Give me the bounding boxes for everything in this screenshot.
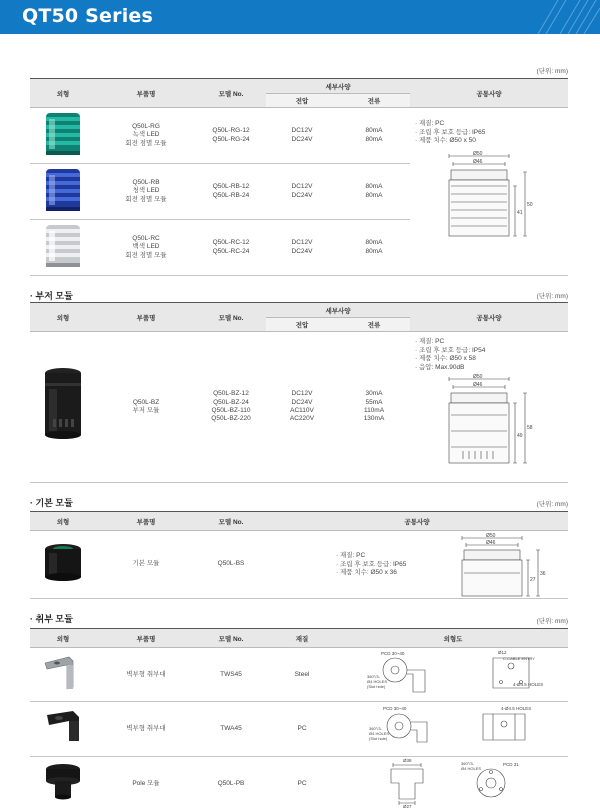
drawing-label: 4-Ø4.5 HOLES [501, 706, 532, 712]
part-desc: 벽부형 취부대 [96, 702, 196, 756]
dim-label: 58 [527, 425, 533, 432]
spec-line: · 재질: PC [415, 120, 445, 127]
part-desc: 회전 점멸 모듈 [125, 251, 167, 259]
spec-line: · 조립 후 보호 등급: IP65 [415, 128, 486, 136]
model-no: Q50L-RB-24 [212, 191, 250, 199]
material: PC [266, 756, 338, 810]
col-appearance: 외형 [30, 303, 96, 332]
drawing-label: 360°/3- [461, 760, 474, 766]
model-no: Q50L-RG-12 [212, 127, 250, 135]
common-spec [410, 332, 568, 483]
section-title: · 부저 모듈 [30, 291, 73, 301]
voltage: DC24V [291, 191, 313, 199]
model-no: Q50L-BS [196, 531, 266, 599]
part-code: Q50L-BZ [132, 398, 160, 406]
part-desc: 회전 점멸 모듈 [125, 195, 167, 203]
drawing-label: Ø38 [403, 757, 412, 763]
unit-label: (단위: mm) [536, 618, 568, 625]
product-image [30, 220, 96, 276]
col-part: 부품명 [96, 512, 196, 531]
spec-line: · 음압: Max.90dB [415, 363, 465, 371]
current: 130mA [363, 415, 385, 423]
common-spec [266, 531, 568, 599]
col-appearance: 외형 [30, 79, 96, 108]
col-spec: 세부사양 [266, 79, 410, 94]
col-model: 모델 No. [196, 79, 266, 108]
dim-label: 50 [527, 201, 533, 208]
section-title: · 취부 모듈 [30, 614, 73, 624]
col-part: 부품명 [96, 629, 196, 648]
col-voltage: 전압 [266, 94, 338, 108]
dim-label: Ø46 [473, 382, 483, 389]
dim-label: 41 [517, 209, 523, 216]
spec-line: · 조립 후 보호 등급: IP65 [336, 560, 407, 568]
drawing-label: Ø4 HOLES [367, 679, 388, 684]
current: 80mA [365, 247, 383, 255]
model-no: Q50L-PB [196, 756, 266, 810]
part-desc: 기본 모듈 [96, 531, 196, 599]
spec-line: · 제품 치수: Ø50 x 36 [336, 569, 397, 577]
current: 80mA [365, 191, 383, 199]
dimension-drawing [442, 533, 562, 601]
col-part: 부품명 [96, 303, 196, 332]
dim-label: 49 [517, 433, 523, 440]
col-appearance: 외형 [30, 512, 96, 531]
col-drawing: 외형도 [338, 629, 568, 648]
header-decoration [530, 0, 600, 34]
part-code: Q50L-RB [132, 178, 160, 186]
outline-drawing [338, 648, 568, 702]
col-model: 모델 No. [196, 629, 266, 648]
current: 55mA [365, 398, 383, 406]
twa45-drawing [353, 702, 553, 752]
drawing-label: Ø4 HOLES [461, 765, 482, 771]
basic-module-table [30, 511, 568, 599]
voltage: DC24V [291, 247, 313, 255]
part-color: 녹색 LED [132, 131, 160, 139]
drawing-label: PCD 30~40 [381, 651, 405, 656]
dim-label: 27 [530, 577, 536, 583]
page-title: QT50 Series [22, 5, 154, 27]
drawing-label: 360°/3- [369, 726, 382, 732]
current: 80mA [365, 183, 383, 191]
table-row [30, 332, 568, 483]
dim-label: 36 [540, 571, 546, 577]
dim-label: Ø50 [486, 533, 496, 539]
table-row [30, 531, 568, 599]
dim-label: Ø46 [473, 158, 483, 165]
voltage: DC12V [291, 127, 313, 135]
drawing-label: Ø4 HOLES [369, 731, 390, 737]
led-module-table [30, 78, 568, 276]
model-no: Q50L-BZ-12 [213, 390, 249, 398]
product-image [30, 648, 96, 702]
voltage: DC24V [291, 135, 313, 143]
buzzer-module-table [30, 302, 568, 483]
spec-line: · 제품 치수: Ø50 x 58 [415, 355, 476, 363]
col-appearance: 외형 [30, 629, 96, 648]
voltage: DC12V [291, 390, 313, 398]
spec-line: · 재질: PC [415, 338, 445, 345]
outline-drawing [338, 702, 568, 756]
model-no: TWS45 [196, 648, 266, 702]
part-desc: 부저 모듈 [132, 407, 160, 414]
table-row [30, 648, 568, 702]
product-image [30, 531, 96, 599]
outline-drawing [338, 756, 568, 810]
current: 110mA [363, 407, 385, 414]
col-model: 모델 No. [196, 512, 266, 531]
part-desc: Pole 모듈 [96, 756, 196, 810]
voltage: DC12V [291, 239, 313, 247]
product-image [30, 332, 96, 483]
table-row [30, 756, 568, 810]
part-desc: 회전 점멸 모듈 [125, 139, 167, 147]
dim-label: Ø50 [473, 374, 483, 381]
unit-label: (단위: mm) [536, 293, 568, 300]
spec-line: · 제품 치수: Ø50 x 50 [415, 137, 476, 145]
dimension-drawing [429, 373, 549, 471]
product-image [30, 702, 96, 756]
mount-module-table [30, 628, 568, 810]
current: 80mA [365, 127, 383, 135]
product-image [30, 164, 96, 220]
current: 30mA [365, 390, 383, 398]
col-current: 전류 [338, 318, 410, 332]
table-row [30, 702, 568, 756]
drawing-label: C-CABLE ENTRY [503, 656, 535, 661]
product-image [30, 108, 96, 164]
model-no: Q50L-RC-24 [212, 247, 250, 255]
tws45-drawing [353, 648, 553, 698]
voltage: AC110V [290, 407, 314, 414]
col-voltage: 전압 [266, 318, 338, 332]
col-common: 공통사양 [266, 512, 568, 531]
pole-drawing [353, 757, 553, 809]
section-title: · 기본 모듈 [30, 498, 73, 508]
part-color: 청색 LED [132, 187, 160, 195]
drawing-label: PCD 31 [503, 761, 519, 767]
unit-label: (단위: mm) [536, 68, 568, 75]
drawing-label: Ø12 [498, 650, 507, 655]
drawing-label: (Slot hole) [367, 684, 386, 689]
dim-label: Ø50 [473, 150, 483, 157]
part-color: 백색 LED [132, 243, 160, 251]
part-code: Q50L-RC [132, 234, 160, 242]
product-image [30, 756, 96, 810]
voltage: DC24V [291, 398, 313, 406]
part-code: Q50L-RG [132, 122, 160, 130]
model-no: Q50L-RG-24 [212, 135, 250, 143]
drawing-label: 4-Ø4.5 HOLES [513, 682, 544, 687]
drawing-label: (Slot hole) [369, 736, 388, 742]
material: Steel [266, 648, 338, 702]
spec-line: · 조립 후 보호 등급: IP54 [415, 346, 486, 354]
spec-line: · 재질: PC [336, 552, 366, 559]
col-common: 공통사양 [410, 79, 568, 108]
material: PC [266, 702, 338, 756]
dimension-drawing [429, 150, 549, 246]
model-no: Q50L-BZ-220 [211, 415, 251, 423]
col-part: 부품명 [96, 79, 196, 108]
model-no: Q50L-RC-12 [212, 239, 250, 247]
col-material: 재질 [266, 629, 338, 648]
model-no: TWA45 [196, 702, 266, 756]
model-no: Q50L-BZ-110 [211, 407, 251, 414]
common-spec [410, 108, 568, 276]
unit-label: (단위: mm) [536, 501, 568, 508]
model-no: Q50L-RB-12 [212, 183, 250, 191]
col-model: 모델 No. [196, 303, 266, 332]
drawing-label: 360°/3- [367, 674, 380, 679]
col-current: 전류 [338, 94, 410, 108]
part-desc: 벽부형 취부대 [96, 648, 196, 702]
page-header [0, 0, 600, 34]
current: 80mA [365, 239, 383, 247]
col-common: 공통사양 [410, 303, 568, 332]
model-no: Q50L-BZ-24 [213, 398, 249, 406]
table-row [30, 108, 568, 164]
drawing-label: Ø27 [403, 803, 412, 809]
voltage: DC12V [291, 183, 313, 191]
dim-label: Ø46 [486, 540, 496, 546]
voltage: AC220V [289, 415, 315, 423]
drawing-label: PCD 30~40 [383, 706, 407, 712]
current: 80mA [365, 135, 383, 143]
col-spec: 세부사양 [266, 303, 410, 318]
